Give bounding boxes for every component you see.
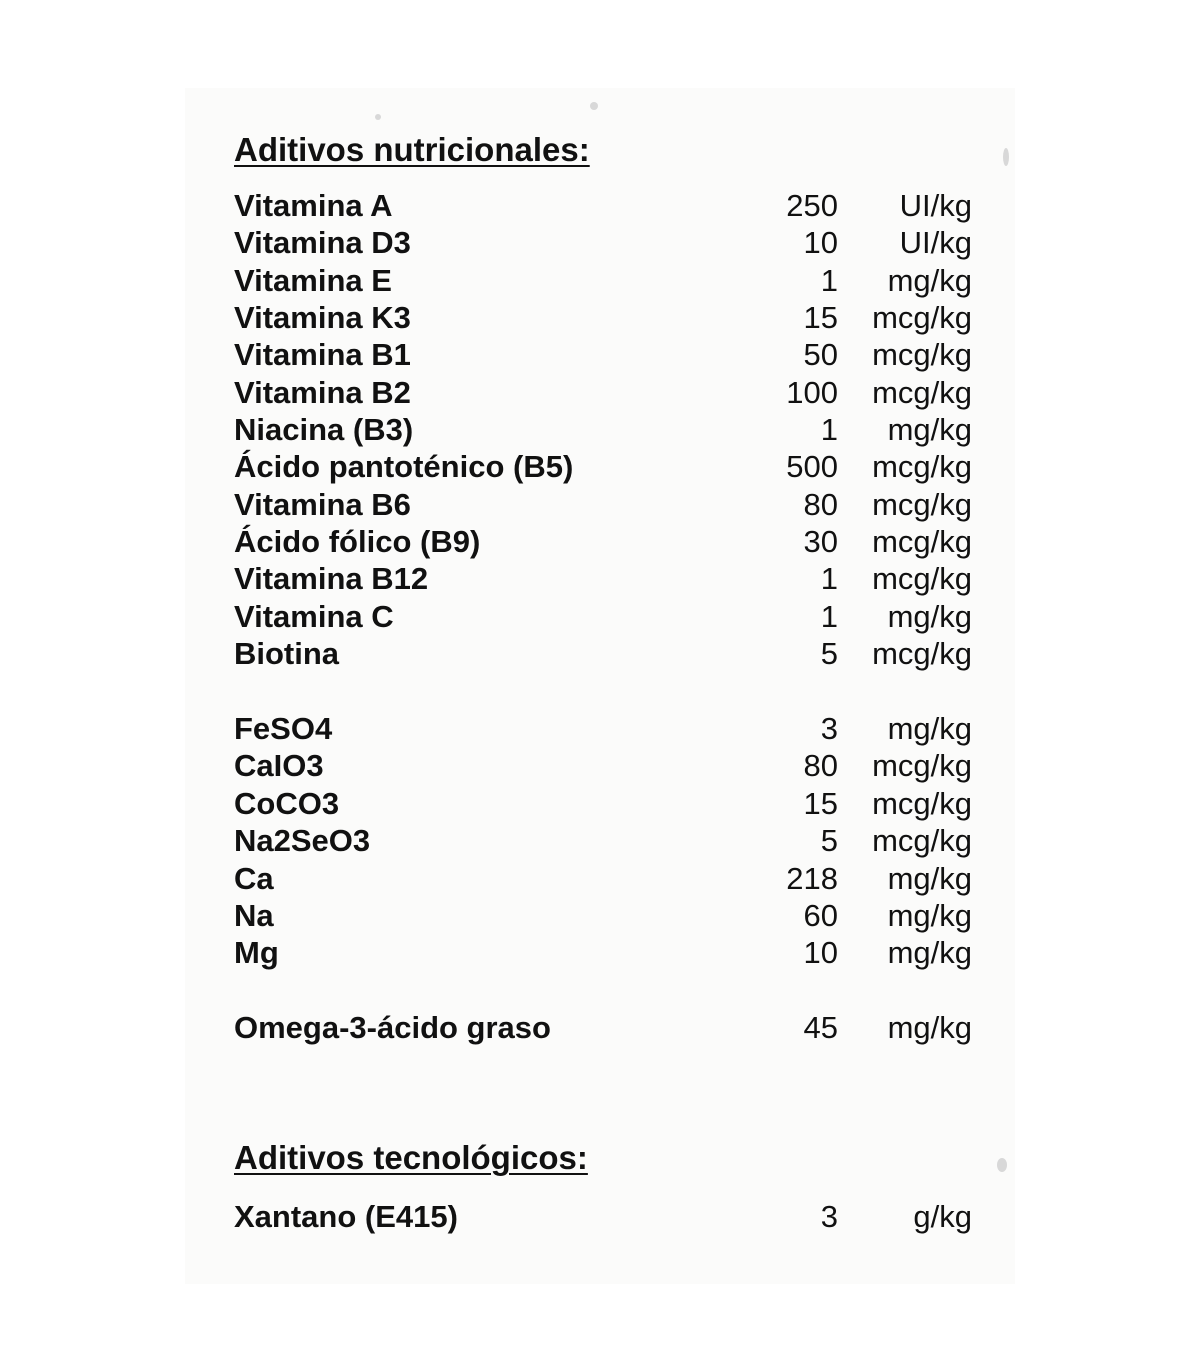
list-item xyxy=(234,448,974,485)
list-item xyxy=(234,598,974,635)
item-name: Vitamina A xyxy=(234,188,393,223)
item-unit: mg/kg xyxy=(887,861,972,896)
item-name: Xantano (E415) xyxy=(234,1199,458,1234)
item-name: Na xyxy=(234,898,274,933)
item-name: Ácido fólico (B9) xyxy=(234,524,481,559)
item-value: 3 xyxy=(820,711,838,746)
item-unit: mg/kg xyxy=(887,263,972,298)
item-value: 1 xyxy=(820,412,838,447)
list-item xyxy=(234,747,974,784)
list-item xyxy=(234,710,974,747)
item-unit: mg/kg xyxy=(887,935,972,970)
item-unit: mg/kg xyxy=(887,412,972,447)
item-unit: mcg/kg xyxy=(872,823,972,858)
item-unit: mg/kg xyxy=(887,1010,972,1045)
scan-speck xyxy=(375,114,381,120)
item-value: 80 xyxy=(803,748,838,783)
item-unit: mcg/kg xyxy=(872,524,972,559)
list-item xyxy=(234,523,974,560)
list-item xyxy=(234,486,974,523)
item-unit: mcg/kg xyxy=(872,786,972,821)
scan-speck xyxy=(1003,148,1009,166)
item-name: Vitamina K3 xyxy=(234,300,411,335)
item-name: Vitamina C xyxy=(234,599,394,634)
list-item xyxy=(234,897,974,934)
item-value: 5 xyxy=(820,636,838,671)
list-item xyxy=(234,224,974,261)
list-item xyxy=(234,635,974,672)
item-unit: g/kg xyxy=(913,1199,972,1234)
item-value: 10 xyxy=(803,935,838,970)
item-value: 250 xyxy=(786,188,838,223)
list-item xyxy=(234,299,974,336)
item-unit: mcg/kg xyxy=(872,636,972,671)
list-item xyxy=(234,336,974,373)
item-value: 218 xyxy=(786,861,838,896)
item-name: FeSO4 xyxy=(234,711,333,746)
item-value: 100 xyxy=(786,375,838,410)
list-item xyxy=(234,822,974,859)
item-value: 500 xyxy=(786,449,838,484)
item-value: 15 xyxy=(803,786,838,821)
item-name: Omega-3-ácido graso xyxy=(234,1010,551,1045)
list-item xyxy=(234,934,974,971)
item-value: 10 xyxy=(803,225,838,260)
list-item xyxy=(234,1009,974,1046)
item-unit: mcg/kg xyxy=(872,337,972,372)
item-name: Vitamina B1 xyxy=(234,337,411,372)
item-value: 80 xyxy=(803,487,838,522)
item-name: Ácido pantoténico (B5) xyxy=(234,449,574,484)
item-name: CoCO3 xyxy=(234,786,340,821)
list-item xyxy=(234,374,974,411)
item-value: 50 xyxy=(803,337,838,372)
item-name: Vitamina E xyxy=(234,263,392,298)
item-name: CaIO3 xyxy=(234,748,324,783)
item-name: Mg xyxy=(234,935,279,970)
item-name: Vitamina B12 xyxy=(234,561,429,596)
item-value: 45 xyxy=(803,1010,838,1045)
item-unit: mcg/kg xyxy=(872,300,972,335)
item-name: Ca xyxy=(234,861,274,896)
list-item xyxy=(234,785,974,822)
item-name: Na2SeO3 xyxy=(234,823,371,858)
item-value: 15 xyxy=(803,300,838,335)
item-name: Vitamina B2 xyxy=(234,375,411,410)
list-item xyxy=(234,262,974,299)
item-name: Biotina xyxy=(234,636,340,671)
item-value: 1 xyxy=(820,561,838,596)
list-item xyxy=(234,1198,974,1235)
item-unit: mcg/kg xyxy=(872,748,972,783)
nutritional-additives-heading: Aditivos nutricionales: xyxy=(234,131,590,168)
technological-additives-heading: Aditivos tecnológicos: xyxy=(234,1139,588,1176)
item-unit: mg/kg xyxy=(887,898,972,933)
item-unit: mcg/kg xyxy=(872,449,972,484)
item-value: 1 xyxy=(820,599,838,634)
list-item xyxy=(234,411,974,448)
item-unit: mcg/kg xyxy=(872,375,972,410)
item-name: Vitamina B6 xyxy=(234,487,411,522)
item-unit: mg/kg xyxy=(887,711,972,746)
item-value: 3 xyxy=(820,1199,838,1234)
item-name: Vitamina D3 xyxy=(234,225,411,260)
item-name: Niacina (B3) xyxy=(234,412,414,447)
item-unit: mcg/kg xyxy=(872,561,972,596)
scan-speck xyxy=(590,102,598,110)
item-unit: mcg/kg xyxy=(872,487,972,522)
item-value: 60 xyxy=(803,898,838,933)
item-unit: UI/kg xyxy=(899,188,972,223)
list-item xyxy=(234,560,974,597)
list-item xyxy=(234,860,974,897)
item-unit: mg/kg xyxy=(887,599,972,634)
scan-speck xyxy=(997,1158,1007,1172)
item-unit: UI/kg xyxy=(899,225,972,260)
item-value: 5 xyxy=(820,823,838,858)
item-value: 30 xyxy=(803,524,838,559)
item-value: 1 xyxy=(820,263,838,298)
list-item xyxy=(234,187,974,224)
